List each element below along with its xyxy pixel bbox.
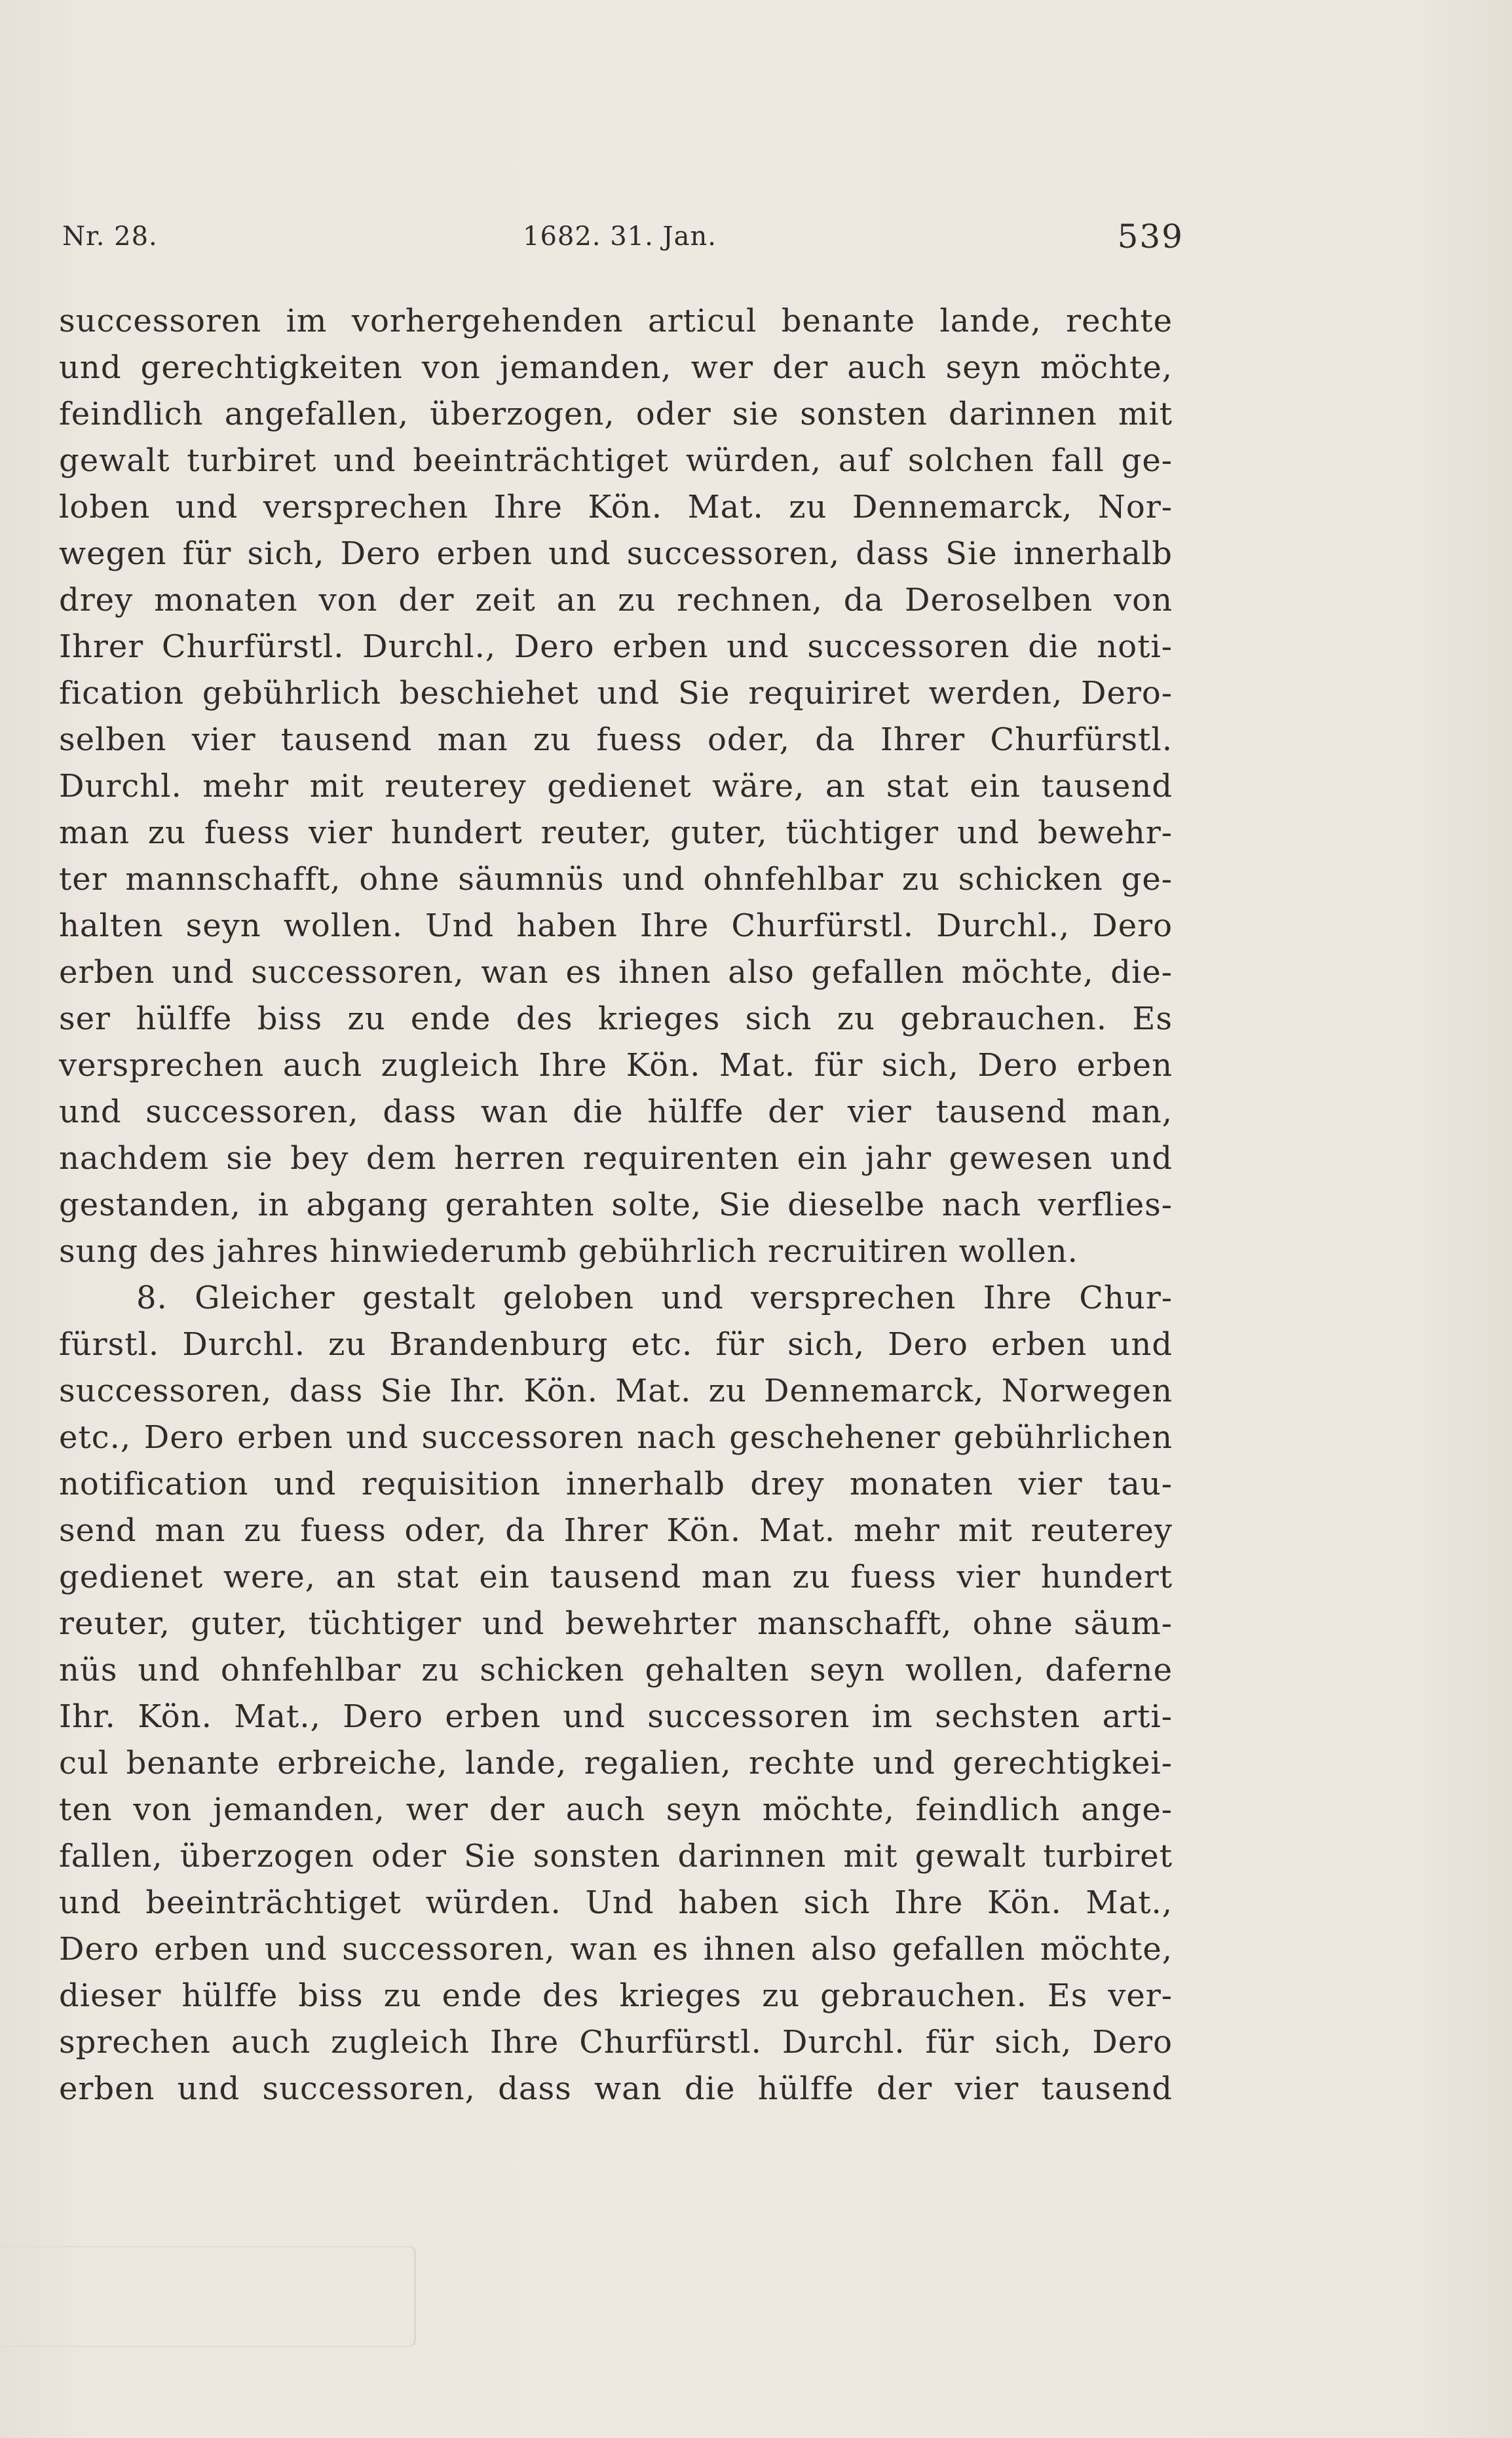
text-line: erben und successoren, dass wan die hülffe der vier tausend bbox=[59, 2070, 1173, 2107]
text-line: Dero erben und successoren, wan es ihnen also gefallen möchte, bbox=[59, 1931, 1173, 1968]
text-line: successoren, dass Sie Ihr. Kön. Mat. zu Dennemarck, Norwegen bbox=[59, 1373, 1173, 1409]
text-line: wegen für sich, Dero erben und successoren, dass Sie innerhalb bbox=[59, 535, 1173, 572]
text-line: erben und successoren, wan es ihnen also gefallen möchte, die- bbox=[59, 954, 1173, 991]
text-line: 8. Gleicher gestalt geloben und versprechen Ihre Chur- bbox=[136, 1280, 1173, 1316]
text-line: und beeinträchtiget würden. Und haben sich Ihre Kön. Mat., bbox=[59, 1884, 1173, 1921]
text-line: sprechen auch zugleich Ihre Churfürstl. Durchl. für sich, Dero bbox=[59, 2024, 1173, 2061]
text-line: dieser hülffe biss zu ende des krieges zu gebrauchen. Es ver- bbox=[59, 1977, 1173, 2014]
text-line: nüs und ohnfehlbar zu schicken gehalten seyn wollen, daferne bbox=[59, 1652, 1173, 1688]
text-line: fication gebührlich beschiehet und Sie requiriret werden, Dero- bbox=[59, 675, 1173, 712]
text-line: und successoren, dass wan die hülffe der vier tausend man, bbox=[59, 1094, 1173, 1130]
text-line: versprechen auch zugleich Ihre Kön. Mat. für sich, Dero erben bbox=[59, 1047, 1173, 1084]
text-line: nachdem sie bey dem herren requirenten ein jahr gewesen und bbox=[59, 1140, 1173, 1177]
scan-edge-mark bbox=[0, 2246, 416, 2347]
text-line: notification und requisition innerhalb drey monaten vier tau- bbox=[59, 1466, 1173, 1502]
text-line: Ihr. Kön. Mat., Dero erben und successoren im sechsten arti- bbox=[59, 1698, 1173, 1735]
text-line: ten von jemanden, wer der auch seyn möchte, feindlich ange- bbox=[59, 1791, 1173, 1828]
text-line: und gerechtigkeiten von jemanden, wer der auch seyn möchte, bbox=[59, 349, 1173, 386]
text-line: fallen, überzogen oder Sie sonsten darinnen mit gewalt turbiret bbox=[59, 1838, 1173, 1875]
text-line: ser hülffe biss zu ende des krieges sich zu gebrauchen. Es bbox=[59, 1000, 1173, 1037]
text-line: Ihrer Churfürstl. Durchl., Dero erben und successoren die noti- bbox=[59, 628, 1173, 665]
text-line: ter mannschafft, ohne säumnüs und ohnfehlbar zu schicken ge- bbox=[59, 861, 1173, 898]
text-line: gewalt turbiret und beeinträchtiget würden, auf solchen fall ge- bbox=[59, 442, 1173, 479]
text-line: gedienet were, an stat ein tausend man zu fuess vier hundert bbox=[59, 1559, 1173, 1595]
text-line: halten seyn wollen. Und haben Ihre Churfürstl. Durchl., Dero bbox=[59, 907, 1173, 944]
running-header bbox=[62, 218, 1184, 256]
text-line: gestanden, in abgang gerahten solte, Sie dieselbe nach verflies- bbox=[59, 1187, 1173, 1223]
text-line: cul benante erbreiche, lande, regalien, rechte und gerechtigkei- bbox=[59, 1745, 1173, 1781]
text-line: etc., Dero erben und successoren nach geschehener gebührlichen bbox=[59, 1419, 1173, 1456]
text-line: Durchl. mehr mit reuterey gedienet wäre, an stat ein tausend bbox=[59, 768, 1173, 805]
text-line: reuter, guter, tüchtiger und bewehrter manschafft, ohne säum- bbox=[59, 1605, 1173, 1642]
text-line: fürstl. Durchl. zu Brandenburg etc. für sich, Dero erben und bbox=[59, 1326, 1173, 1363]
text-line: loben und versprechen Ihre Kön. Mat. zu Dennemarck, Nor- bbox=[59, 489, 1173, 525]
text-line: selben vier tausend man zu fuess oder, da Ihrer Churfürstl. bbox=[59, 721, 1173, 758]
text-line: drey monaten von der zeit an zu rechnen, da Deroselben von bbox=[59, 582, 1173, 619]
text-line: feindlich angefallen, überzogen, oder sie sonsten darinnen mit bbox=[59, 396, 1173, 432]
text-line: sung des jahres hinwiederumb gebührlich recruitiren wollen. bbox=[59, 1233, 1078, 1270]
text-line: send man zu fuess oder, da Ihrer Kön. Mat. mehr mit reuterey bbox=[59, 1512, 1173, 1549]
document-number: Nr. 28. bbox=[62, 221, 158, 252]
text-line: man zu fuess vier hundert reuter, guter, tüchtiger und bewehr- bbox=[59, 814, 1173, 851]
page-number: 539 bbox=[1117, 218, 1184, 256]
text-line: successoren im vorhergehenden articul benante lande, rechte bbox=[59, 303, 1173, 339]
document-date: 1682. 31. Jan. bbox=[523, 221, 717, 252]
body-text bbox=[59, 298, 1173, 2112]
